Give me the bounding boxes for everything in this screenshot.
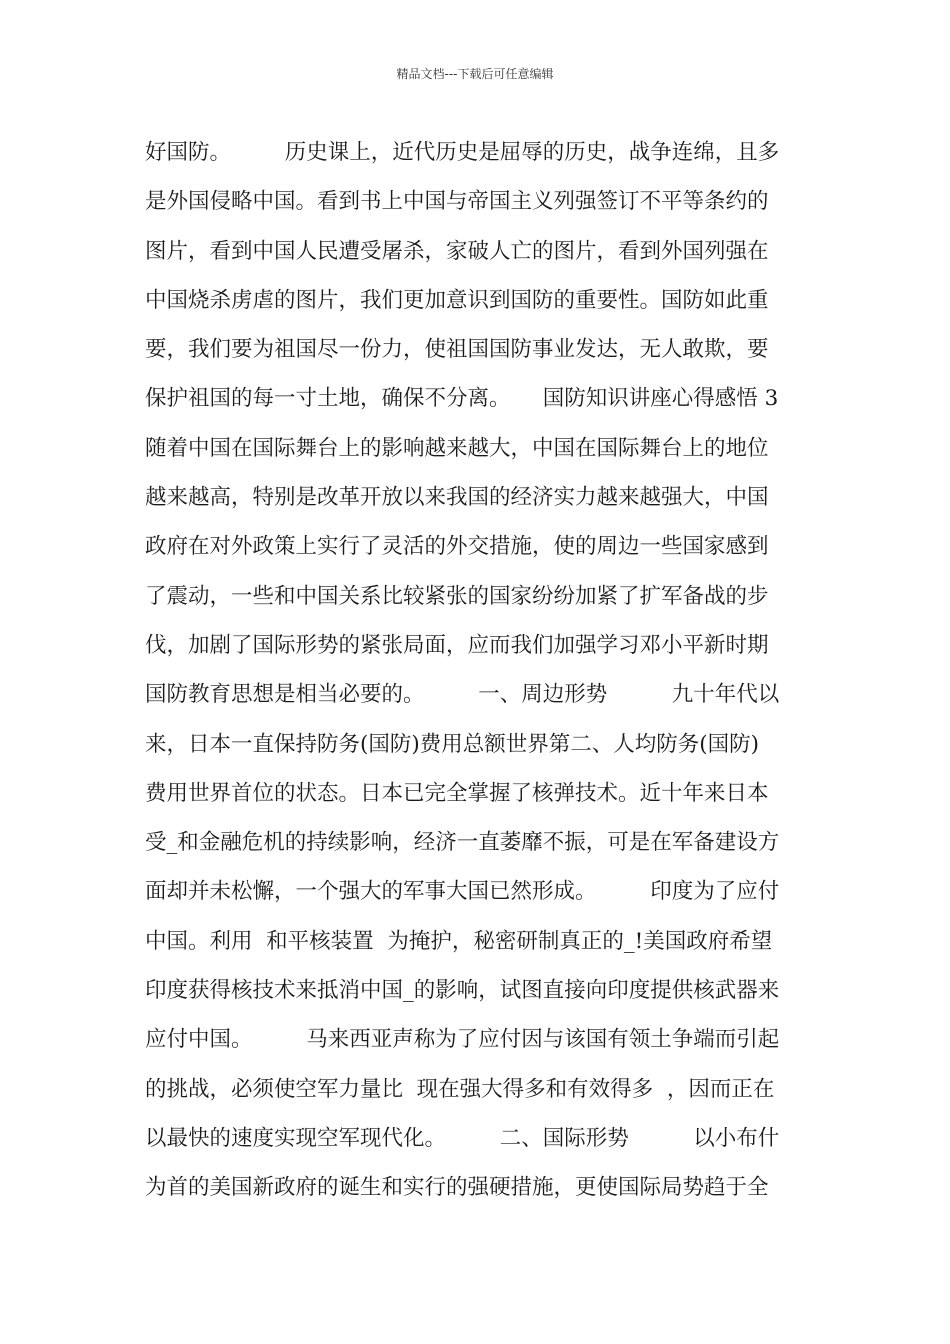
text-line: 保护祖国的每一寸土地，确保不分离。 国防知识讲座心得感悟 3 — [145, 386, 779, 412]
text-line: 是外国侵略中国。看到书上中国与帝国主义列强签订不平等条约的 — [145, 189, 769, 215]
text-line: 受_和金融危机的持续影响，经济一直萎靡不振，可是在军备建设方 — [145, 830, 780, 856]
text-line: 应付中国。 马来西亚声称为了应付因与该国有领土争端而引起 — [145, 1027, 780, 1053]
body-text — [145, 128, 817, 1213]
text-line: 越来越高，特别是改革开放以来我国的经济实力越来越强大，中国 — [145, 485, 769, 511]
text-line: 为首的美国新政府的诞生和实行的强硬措施，更使国际局势趋于全 — [145, 1175, 769, 1201]
text-line: 面却并未松懈，一个强大的军事大国已然形成。 印度为了应付 — [145, 879, 780, 905]
text-line: 的挑战，必须使空军力量比 现在强大得多和有效得多 ，因而正在 — [145, 1076, 775, 1102]
text-line: 印度获得核技术来抵消中国_的影响，试图直接向印度提供核武器来 — [145, 978, 780, 1004]
text-line: 以最快的速度实现空军现代化。 二、国际形势 以小布什 — [145, 1125, 780, 1151]
text-line: 好国防。 历史课上，近代历史是屈辱的历史，战争连绵，且多 — [145, 140, 780, 165]
page-header: 精品文档---下载后可任意编辑 — [396, 67, 554, 81]
text-line: 来，日本一直保持防务(国防)费用总额世界第二、人均防务(国防) — [145, 731, 760, 757]
text-line: 了震动，一些和中国关系比较紧张的国家纷纷加紧了扩军备战的步 — [145, 583, 769, 609]
text-line: 图片，看到中国人民遭受屠杀，家破人亡的图片，看到外国列强在 — [145, 238, 769, 264]
text-line: 中国烧杀虏虐的图片，我们更加意识到国防的重要性。国防如此重 — [145, 287, 769, 313]
text-line: 中国。利用 和平核装置 为掩护，秘密研制真正的_!美国政府希望 — [145, 928, 773, 954]
text-line: 费用世界首位的状态。日本已完全掌握了核弹技术。近十年来日本 — [145, 780, 769, 806]
text-line: 随着中国在国际舞台上的影响越来越大，中国在国际舞台上的地位 — [145, 435, 769, 461]
text-line: 伐，加剧了国际形势的紧张局面，应而我们加强学习邓小平新时期 — [145, 632, 769, 658]
text-line: 要，我们要为祖国尽一份力，使祖国国防事业发达，无人敢欺，要 — [145, 337, 769, 363]
text-line: 政府在对外政策上实行了灵活的外交措施，使的周边一些国家感到 — [145, 534, 769, 560]
text-line: 国防教育思想是相当必要的。 一、周边形势 九十年代以 — [145, 682, 780, 708]
